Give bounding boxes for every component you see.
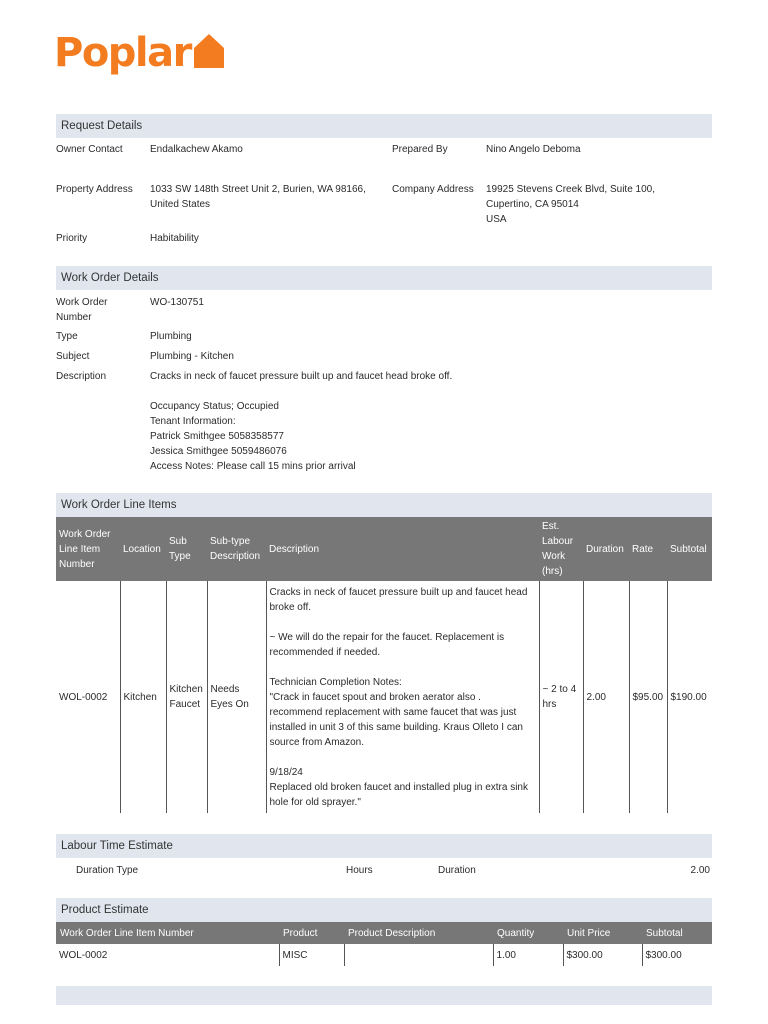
duration-type-value: Hours	[346, 865, 373, 876]
product-table	[56, 922, 712, 966]
prepared-by-label: Prepared By	[392, 144, 448, 155]
col-product-description: Product Description	[344, 922, 493, 944]
owner-contact-value: Endalkachew Akamo	[150, 144, 243, 155]
col-est-labour: Est. Labour Work (hrs)	[539, 517, 583, 581]
line-item-subtype-description: Needs Eyes On	[207, 581, 266, 813]
product-estimate-header: Product Estimate	[56, 898, 712, 922]
work-order-number-value: WO-130751	[150, 297, 204, 308]
logo-text: Poplar	[54, 30, 191, 76]
product-quantity: 1.00	[493, 944, 563, 966]
col-sub-type: Sub Type	[166, 517, 207, 581]
line-item-subtotal: $190.00	[667, 581, 712, 813]
priority-value: Habitability	[150, 233, 199, 244]
duration-value: 2.00	[690, 865, 710, 876]
col-description: Description	[266, 517, 539, 581]
col-location: Location	[120, 517, 166, 581]
line-items-table	[56, 517, 712, 813]
work-order-number-label: Work Order Number	[56, 297, 108, 323]
poplar-logo	[54, 31, 226, 77]
product-description	[344, 944, 493, 966]
footer-section-bar	[56, 986, 712, 1005]
property-address-label: Property Address	[56, 184, 133, 195]
col-quantity: Quantity	[493, 922, 563, 944]
request-details-header: Request Details	[56, 114, 712, 138]
line-items-header: Work Order Line Items	[56, 493, 712, 517]
line-item-description: Cracks in neck of faucet pressure built up and faucet head broke off. ~ We will do the repair for the faucet. Replacement is recommended if needed. Technician Completion Notes: "Crack in faucet spout and broken aerator also . recommend replacement with same faucet that was just installed in unit 3 of this same building. Kraus Olleto I can source from Amazon. 9/18/24 Replaced old broken faucet and installed plug in extra sink hole for old sprayer."	[266, 581, 539, 813]
property-address-value: 1033 SW 148th Street Unit 2, Burien, WA 98166, United States	[150, 184, 366, 210]
line-item-est-labour: ~ 2 to 4 hrs	[539, 581, 583, 813]
line-item-sub-type: Kitchen Faucet	[166, 581, 207, 813]
product-line-item-number: WOL-0002	[59, 949, 108, 961]
col-product: Product	[279, 922, 344, 944]
subject-label: Subject	[56, 351, 90, 362]
col-product-line-item-number: Work Order Line Item Number	[56, 922, 279, 944]
table-row	[56, 581, 712, 813]
line-item-location: Kitchen	[120, 581, 166, 813]
product-unit-price: $300.00	[563, 944, 642, 966]
type-value: Plumbing	[150, 331, 192, 342]
col-unit-price: Unit Price	[563, 922, 642, 944]
house-icon	[192, 33, 226, 69]
duration-type-label: Duration Type	[76, 865, 139, 876]
priority-label: Priority	[56, 233, 88, 244]
col-line-item-number: Work Order Line Item Number	[56, 517, 120, 581]
duration-label: Duration	[438, 865, 476, 876]
company-address-value: 19925 Stevens Creek Blvd, Suite 100, Cupertino, CA 95014 USA	[486, 184, 655, 225]
line-item-duration: 2.00	[583, 581, 629, 813]
description-label: Description	[56, 371, 107, 382]
col-rate: Rate	[629, 517, 667, 581]
product-header-row	[56, 922, 712, 944]
type-label: Type	[56, 331, 78, 342]
prepared-by-value: Nino Angelo Deboma	[486, 144, 581, 155]
col-duration: Duration	[583, 517, 629, 581]
company-address-label: Company Address	[392, 184, 474, 195]
product-subtotal: $300.00	[642, 944, 712, 966]
table-row	[56, 944, 712, 966]
owner-contact-label: Owner Contact	[56, 144, 123, 155]
col-subtype-description: Sub-type Description	[207, 517, 266, 581]
line-items-header-row	[56, 517, 712, 581]
product-name: MISC	[279, 944, 344, 966]
col-subtotal: Subtotal	[667, 517, 712, 581]
subject-value: Plumbing - Kitchen	[150, 351, 234, 362]
description-value: Cracks in neck of faucet pressure built up and faucet head broke off. Occupancy Status; Occupied Tenant Information: Patrick Smithgee 5058358577 Jessica Smithgee 5059486076 Access Notes: Please call 15 mins prior arrival	[150, 371, 453, 472]
col-product-subtotal: Subtotal	[642, 922, 712, 944]
work-order-details-header: Work Order Details	[56, 266, 712, 290]
line-item-rate: $95.00	[629, 581, 667, 813]
labour-estimate-header: Labour Time Estimate	[56, 834, 712, 858]
line-item-number: WOL-0002	[59, 691, 108, 703]
